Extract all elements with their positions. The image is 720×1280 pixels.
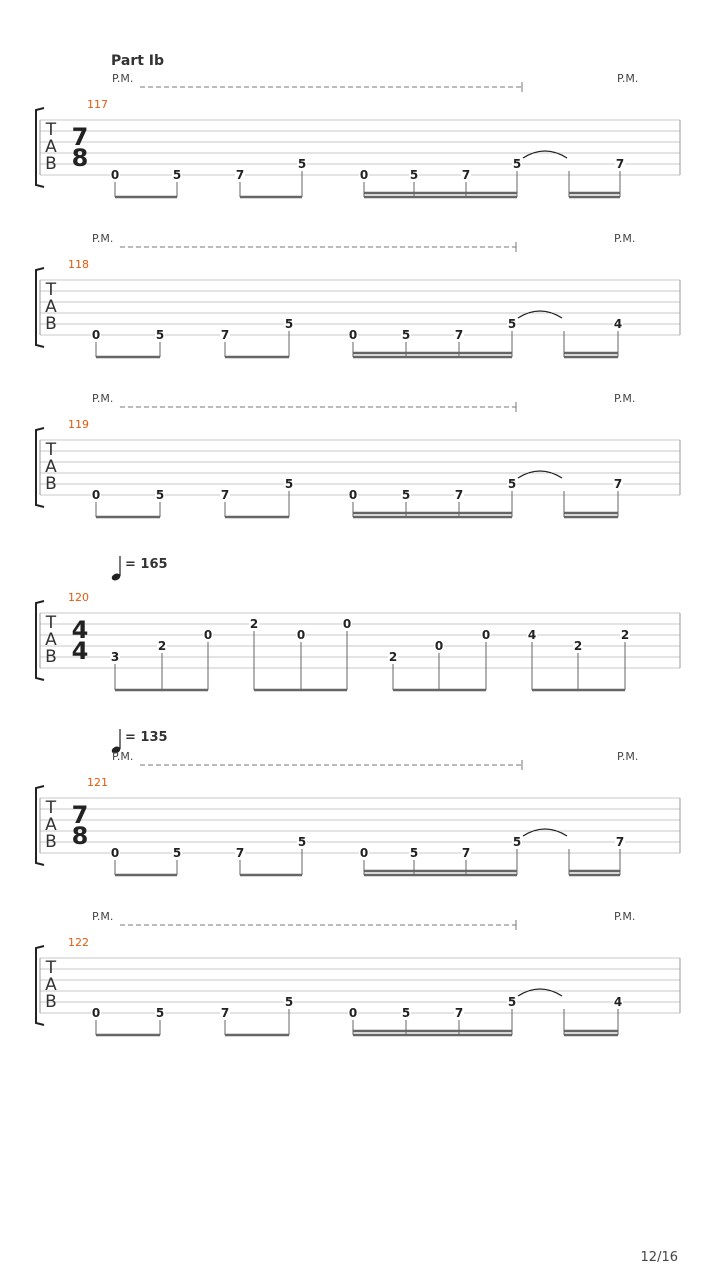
time-signature-bottom: 4 — [71, 637, 89, 665]
tab-letter: B — [45, 992, 57, 1012]
fret-number: 7 — [613, 477, 623, 491]
tab-letter: T — [45, 958, 57, 978]
fret-number: 0 — [481, 628, 491, 642]
fret-number: 2 — [620, 628, 630, 642]
tab-letter: A — [45, 630, 57, 650]
fret-number: 7 — [615, 157, 625, 171]
section-title: Part Ib — [111, 53, 165, 69]
fret-number: 5 — [297, 157, 307, 171]
fret-number: 7 — [454, 328, 464, 342]
palm-mute-label: P.M. — [617, 750, 639, 763]
time-signature-top: 7 — [71, 801, 89, 829]
fret-number: 5 — [507, 477, 517, 491]
tab-letter: T — [45, 440, 57, 460]
fret-number: 7 — [615, 835, 625, 849]
fret-number: 5 — [155, 1006, 165, 1020]
fret-number: 0 — [296, 628, 306, 642]
tab-letter: A — [45, 457, 57, 477]
measure-number: 118 — [68, 258, 89, 271]
fret-number: 0 — [110, 846, 120, 860]
palm-mute-label: P.M. — [92, 910, 114, 923]
tempo-marking: = 135 — [125, 730, 168, 745]
fret-number: 5 — [155, 488, 165, 502]
fret-number: 7 — [235, 168, 245, 182]
fret-number: 4 — [527, 628, 537, 642]
tab-letter: T — [45, 280, 57, 300]
fret-number: 0 — [359, 168, 369, 182]
fret-number: 5 — [401, 328, 411, 342]
fret-number: 0 — [91, 488, 101, 502]
tab-letter: B — [45, 474, 57, 494]
fret-number: 0 — [91, 1006, 101, 1020]
fret-number: 2 — [249, 617, 259, 631]
tie-arc — [518, 989, 562, 996]
fret-number: 5 — [172, 846, 182, 860]
tab-letter: B — [45, 154, 57, 174]
time-signature-bottom: 8 — [71, 144, 89, 172]
fret-number: 0 — [91, 328, 101, 342]
fret-number: 0 — [342, 617, 352, 631]
fret-number: 5 — [401, 1006, 411, 1020]
palm-mute-label: P.M. — [112, 72, 134, 85]
fret-number: 5 — [512, 157, 522, 171]
palm-mute-label: P.M. — [614, 910, 636, 923]
tie-arc — [518, 471, 562, 478]
tab-letter: A — [45, 137, 57, 157]
fret-number: 5 — [409, 168, 419, 182]
tempo-marking: = 165 — [125, 557, 168, 572]
time-signature-bottom: 8 — [71, 822, 89, 850]
fret-number: 2 — [573, 639, 583, 653]
tab-letter: A — [45, 975, 57, 995]
time-signature-top: 7 — [71, 123, 89, 151]
tab-letter: T — [45, 613, 57, 633]
measure-number: 122 — [68, 936, 89, 949]
fret-number: 0 — [348, 1006, 358, 1020]
fret-number: 5 — [297, 835, 307, 849]
fret-number: 5 — [507, 317, 517, 331]
fret-number: 5 — [409, 846, 419, 860]
fret-number: 7 — [220, 1006, 230, 1020]
measure-number: 119 — [68, 418, 89, 431]
tie-arc — [518, 311, 562, 318]
fret-number: 5 — [284, 477, 294, 491]
palm-mute-label: P.M. — [614, 232, 636, 245]
fret-number: 5 — [155, 328, 165, 342]
palm-mute-label: P.M. — [92, 232, 114, 245]
page-number: 12/16 — [640, 1250, 678, 1265]
fret-number: 5 — [284, 317, 294, 331]
fret-number: 7 — [220, 328, 230, 342]
fret-number: 3 — [110, 650, 120, 664]
fret-number: 0 — [203, 628, 213, 642]
tab-letter: B — [45, 314, 57, 334]
measure-number: 117 — [87, 98, 108, 111]
palm-mute-label: P.M. — [112, 750, 134, 763]
fret-number: 7 — [235, 846, 245, 860]
measure-number: 120 — [68, 591, 89, 604]
fret-number: 2 — [388, 650, 398, 664]
tie-arc — [523, 829, 567, 836]
fret-number: 0 — [110, 168, 120, 182]
fret-number: 5 — [512, 835, 522, 849]
tab-letter: B — [45, 832, 57, 852]
palm-mute-label: P.M. — [617, 72, 639, 85]
fret-number: 0 — [359, 846, 369, 860]
tab-letter: T — [45, 120, 57, 140]
time-signature-top: 4 — [71, 616, 89, 644]
fret-number: 0 — [434, 639, 444, 653]
tab-letter: T — [45, 798, 57, 818]
fret-number: 7 — [461, 168, 471, 182]
fret-number: 5 — [172, 168, 182, 182]
tab-letter: B — [45, 647, 57, 667]
fret-number: 7 — [454, 488, 464, 502]
tie-arc — [523, 151, 567, 158]
fret-number: 7 — [461, 846, 471, 860]
fret-number: 4 — [613, 317, 623, 331]
fret-number: 5 — [401, 488, 411, 502]
palm-mute-label: P.M. — [614, 392, 636, 405]
fret-number: 5 — [507, 995, 517, 1009]
fret-number: 7 — [454, 1006, 464, 1020]
tab-letter: A — [45, 815, 57, 835]
fret-number: 7 — [220, 488, 230, 502]
fret-number: 0 — [348, 488, 358, 502]
palm-mute-label: P.M. — [92, 392, 114, 405]
fret-number: 4 — [613, 995, 623, 1009]
measure-number: 121 — [87, 776, 108, 789]
tab-letter: A — [45, 297, 57, 317]
fret-number: 0 — [348, 328, 358, 342]
fret-number: 2 — [157, 639, 167, 653]
fret-number: 5 — [284, 995, 294, 1009]
